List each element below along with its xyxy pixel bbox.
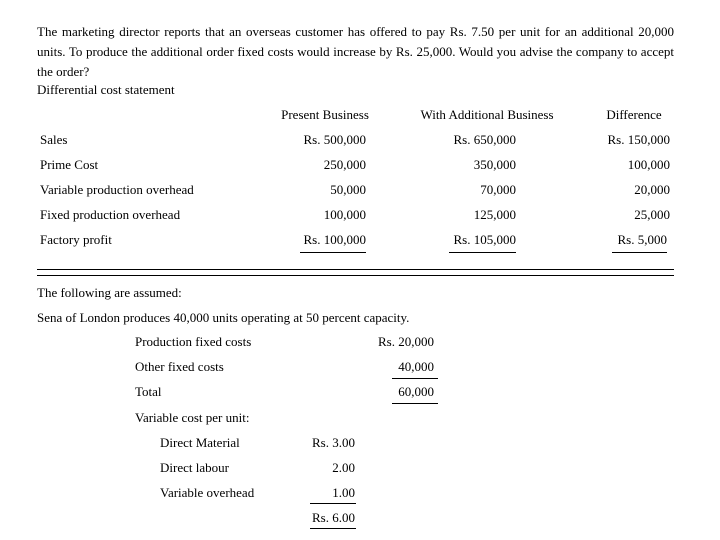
cell-varoh-difference: 20,000: [634, 182, 670, 197]
underline-profit-difference: [612, 252, 667, 253]
variable-cost-value-material: Rs. 3.00: [312, 435, 355, 450]
fixed-cost-value-production: Rs. 20,000: [378, 334, 434, 349]
underline-variable-total: [310, 528, 356, 529]
variable-cost-value-labour: 2.00: [332, 460, 355, 475]
fixed-cost-label-other: Other fixed costs: [135, 359, 224, 374]
row-label-prime-cost: Prime Cost: [40, 157, 99, 172]
row-label-fixed-overhead: Fixed production overhead: [40, 207, 181, 222]
variable-cost-value-overhead: 1.00: [332, 485, 355, 500]
underline-variable-overhead: [310, 503, 356, 504]
cell-prime-additional: 350,000: [473, 157, 516, 172]
capacity-text: Sena of London produces 40,000 units operating at 50 percent capacity.: [37, 310, 410, 325]
row-label-sales: Sales: [40, 132, 68, 147]
header-present-business: Present Business: [281, 107, 369, 122]
cell-fixoh-difference: 25,000: [634, 207, 670, 222]
fixed-cost-value-total: 60,000: [398, 384, 434, 399]
fixed-cost-label-total: Total: [135, 384, 162, 399]
header-with-additional-business: With Additional Business: [420, 107, 554, 122]
intro-paragraph: The marketing director reports that an overseas customer has offered to pay Rs. 7.50 per unit for an additional 20,000 units. To produce the additional order fixed costs would increase by Rs. 25,000. Would you advise the company to accept the order?: [37, 24, 674, 79]
variable-cost-title: Variable cost per unit:: [135, 410, 250, 425]
cell-profit-present: Rs. 100,000: [303, 232, 366, 247]
cell-prime-present: 250,000: [323, 157, 366, 172]
row-label-variable-overhead: Variable production overhead: [40, 182, 194, 197]
cell-prime-difference: 100,000: [627, 157, 670, 172]
cell-profit-additional: Rs. 105,000: [453, 232, 516, 247]
underline-profit-present: [300, 252, 366, 253]
underline-total-fixed: [392, 403, 438, 404]
row-label-factory-profit: Factory profit: [40, 232, 112, 247]
fixed-cost-label-production: Production fixed costs: [135, 334, 252, 349]
divider-rule-top: [37, 269, 674, 270]
underline-profit-additional: [449, 252, 516, 253]
fixed-cost-value-other: 40,000: [398, 359, 434, 374]
cell-varoh-additional: 70,000: [480, 182, 516, 197]
variable-cost-label-material: Direct Material: [160, 435, 240, 450]
statement-title: Differential cost statement: [37, 82, 175, 97]
variable-cost-label-labour: Direct labour: [160, 460, 229, 475]
cell-fixoh-additional: 125,000: [473, 207, 516, 222]
cell-profit-difference: Rs. 5,000: [617, 232, 667, 247]
cell-sales-additional: Rs. 650,000: [453, 132, 516, 147]
divider-rule-bottom: [37, 275, 674, 276]
cell-sales-difference: Rs. 150,000: [607, 132, 670, 147]
variable-cost-label-overhead: Variable overhead: [160, 485, 255, 500]
cell-fixoh-present: 100,000: [323, 207, 366, 222]
header-difference: Difference: [606, 107, 662, 122]
cell-varoh-present: 50,000: [330, 182, 366, 197]
cell-sales-present: Rs. 500,000: [303, 132, 366, 147]
underline-other-fixed: [392, 378, 438, 379]
assumed-title: The following are assumed:: [37, 285, 182, 300]
variable-cost-total: Rs. 6.00: [312, 510, 355, 525]
